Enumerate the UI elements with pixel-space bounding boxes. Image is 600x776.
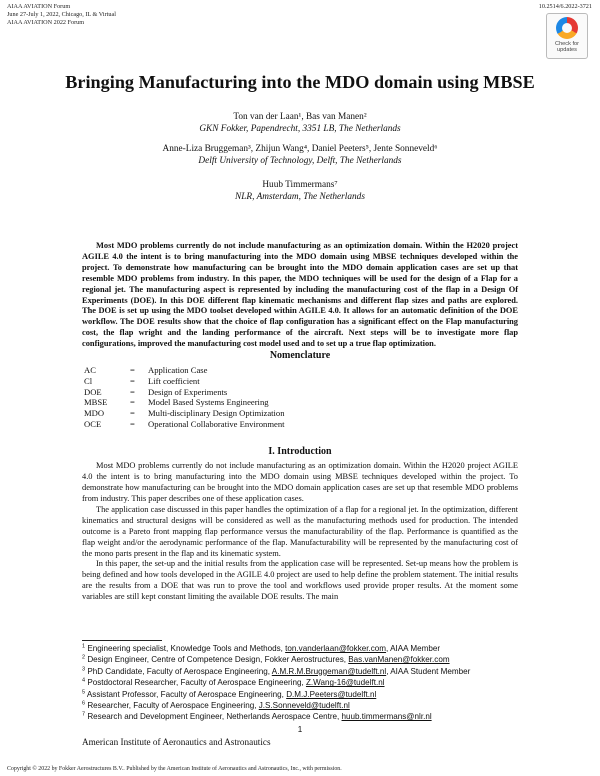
footnote-suffix: , AIAA Student Member xyxy=(386,666,471,676)
author-affiliation: GKN Fokker, Papendrecht, 3351 LB, The Netherlands xyxy=(199,123,401,134)
footnote-email-link[interactable]: A.M.R.M.Bruggeman@tudelft.nl xyxy=(271,666,387,676)
footnote-email-link[interactable]: ton.vanderlaan@fokker.com xyxy=(285,644,387,653)
header-line: AIAA AVIATION 2022 Forum xyxy=(7,19,85,27)
paper-title: Bringing Manufacturing into the MDO domain using MBSE xyxy=(65,72,535,92)
nomenclature-definition: Design of Experiments xyxy=(148,386,228,397)
footnote-suffix: , AIAA Member xyxy=(386,644,441,653)
footnote xyxy=(82,643,518,654)
footnote-email-link[interactable]: Bas.vanManen@fokker.com xyxy=(348,655,450,665)
footnote-number: 4 xyxy=(82,677,86,684)
footnote-number: 2 xyxy=(82,654,86,661)
nomenclature-item xyxy=(84,365,285,376)
header-line: June 27-July 1, 2022, Chicago, IL & Virtual xyxy=(7,11,116,19)
body-paragraph: The application case discussed in this paper handles the optimization of a flap for a regional jet. In the optimization, different kinematics and structural designs will be considered as well as the manufacturing methods used for production. The intended outcome is a Pareto front mapping flap performance versus the manufacturability of the flap. Performance is quantified as the flap weight and/or the aerodynamic performance of the flap. Manufacturability will be represented by the manufacturing cost of the mono parts present in the flap and its kinematic system. xyxy=(82,505,518,558)
footnote-text: Research and Development Engineer, Netherlands Aerospace Centre, xyxy=(87,712,342,722)
footnote-text: Engineering specialist, Knowledge Tools and Methods, xyxy=(87,644,286,653)
nomenclature-abbr: OCE xyxy=(84,418,102,429)
body-paragraph: In this paper, the set-up and the initial results from the application case will be represented. Set-up means how the problem is being defined and how tools developed in the AGILE 4.0 project are used to help define the problem statement. The initial results are the results from a DOE that was run to prove the tool and workflows used provide proper results. At the moment some variables are still kept constant limiting the available DOE results. The main xyxy=(82,559,518,601)
author-group xyxy=(40,144,560,167)
nomenclature-item xyxy=(84,408,285,419)
footnote-number: 3 xyxy=(82,666,86,673)
nomenclature-list xyxy=(84,365,285,430)
author-affiliation: NLR, Amsterdam, The Netherlands xyxy=(235,191,365,202)
footnote-number: 1 xyxy=(82,643,86,650)
nomenclature-definition: Model Based Systems Engineering xyxy=(148,397,269,408)
footnote xyxy=(82,677,518,688)
footnote-divider xyxy=(82,640,162,641)
nomenclature-item xyxy=(84,419,285,430)
nomenclature-item xyxy=(84,376,285,387)
crossmark-icon xyxy=(556,17,578,39)
footer-organization: American Institute of Aeronautics and Astronautics xyxy=(82,737,271,747)
body-paragraph: Most MDO problems currently do not include manufacturing as an optimization domain. Within the H2020 project AGILE 4.0 the intent is to bring manufacturing into the MDO domain using MBSE techniques developed within the project. To demonstrate how manufacturing can be brought into the MDO domain application cases are set up that resemble MDO problems from industry. This paper describes one of these application cases. xyxy=(82,461,518,503)
doi-link[interactable]: 10.2514/6.2022-3721 xyxy=(538,3,592,10)
nomenclature-definition: Application Case xyxy=(148,365,208,375)
footnote xyxy=(82,689,518,700)
footnote-text: Postdoctoral Researcher, Faculty of Aerospace Engineering, xyxy=(87,678,306,688)
nomenclature-equals: = xyxy=(130,375,135,386)
page-number: 1 xyxy=(297,725,303,734)
nomenclature-equals: = xyxy=(130,365,135,375)
author-affiliation: Delft University of Technology, Delft, The Netherlands xyxy=(198,155,402,166)
header-line: AIAA AVIATION Forum xyxy=(7,3,71,10)
section-heading: I. Introduction xyxy=(268,446,332,457)
footnote-text: PhD Candidate, Faculty of Aerospace Engineering, xyxy=(87,666,272,676)
nomenclature-heading: Nomenclature xyxy=(269,350,331,361)
footnote xyxy=(82,654,518,665)
nomenclature-definition: Multi-disciplinary Design Optimization xyxy=(148,408,285,419)
footnote-number: 5 xyxy=(82,688,86,695)
nomenclature-equals: = xyxy=(130,408,135,419)
abstract: Most MDO problems currently do not include manufacturing as an optimization domain. Within the H2020 project AGILE 4.0 the intent is to bring manufacturing into the MDO domain using MBSE techniques developed within the project. To demonstrate how manufacturing can be brought into the MDO domain application cases are set up that resemble MDO problems from industry. In this paper, the MDO techniques will be used for the design of a Flap for a regional jet. The manufacturing aspect is represented by including the manufacturing cost of the flap in a Design Of Experiments (DOE). In this DOE different flap kinematic mechanisms and different flap sizes and paths are explored. The DOE is set up using the MDO toolset developed within AGILE 4.0. It allows for an automatic definition of the DOE workflow. The DOE results show that the choice of flap configuration has a significant effect on the Flap manufacturing cost, the flap wright and the landing performance of the aircraft. Next steps will be to investigate more flap configurations, improved the manufacturing cost model used and to set up a true flap optimization. xyxy=(82,241,518,349)
journal-header xyxy=(7,3,116,28)
footnote xyxy=(82,700,518,711)
footnote xyxy=(82,711,518,722)
nomenclature-equals: = xyxy=(130,418,135,429)
nomenclature-item xyxy=(84,387,285,398)
author-names: Huub Timmermans⁷ xyxy=(262,180,338,190)
nomenclature-equals: = xyxy=(130,397,135,408)
nomenclature-abbr: MBSE xyxy=(84,397,108,408)
author-names: Ton van der Laan¹, Bas van Manen² xyxy=(233,112,367,122)
author-group xyxy=(40,112,560,135)
nomenclature-abbr: DOE xyxy=(84,386,102,397)
nomenclature-item xyxy=(84,397,285,408)
nomenclature-abbr: Cl xyxy=(84,375,93,386)
author-group xyxy=(40,180,560,203)
footnote-number: 7 xyxy=(82,711,86,718)
copyright-notice: Copyright © 2022 by Fokker Aerostructures B.V.. Published by the American Institute of Aeronautics and Astronautics, Inc., with permission. xyxy=(7,766,342,772)
footnote-text: Design Engineer, Centre of Competence Design, Fokker Aerostructures, xyxy=(87,655,349,665)
nomenclature-abbr: AC xyxy=(84,365,96,375)
nomenclature-definition: Operational Collaborative Environment xyxy=(148,418,285,429)
badge-label: Check for updates xyxy=(555,41,579,54)
author-names: Anne-Liza Bruggeman³, Zhijun Wang⁴, Daniel Peeters⁵, Jente Sonneveld⁶ xyxy=(162,144,438,154)
footnote xyxy=(82,666,518,677)
footnote-number: 6 xyxy=(82,700,86,707)
footnotes xyxy=(82,643,518,723)
footnote-email-link[interactable]: Z.Wang-16@tudelft.nl xyxy=(305,678,385,688)
footnote-text: Assistant Professor, Faculty of Aerospace Engineering, xyxy=(86,689,287,699)
check-for-updates-badge[interactable] xyxy=(546,13,588,59)
footnote-text: Researcher, Faculty of Aerospace Engineering, xyxy=(87,701,259,711)
nomenclature-definition: Lift coefficient xyxy=(148,375,200,386)
footnote-email-link[interactable]: D.M.J.Peeters@tudelft.nl xyxy=(286,689,377,699)
nomenclature-abbr: MDO xyxy=(84,408,105,419)
footnote-email-link[interactable]: J.S.Sonneveld@tudelft.nl xyxy=(258,701,350,711)
nomenclature-equals: = xyxy=(130,386,135,397)
footnote-email-link[interactable]: huub.timmermans@nlr.nl xyxy=(341,712,432,722)
